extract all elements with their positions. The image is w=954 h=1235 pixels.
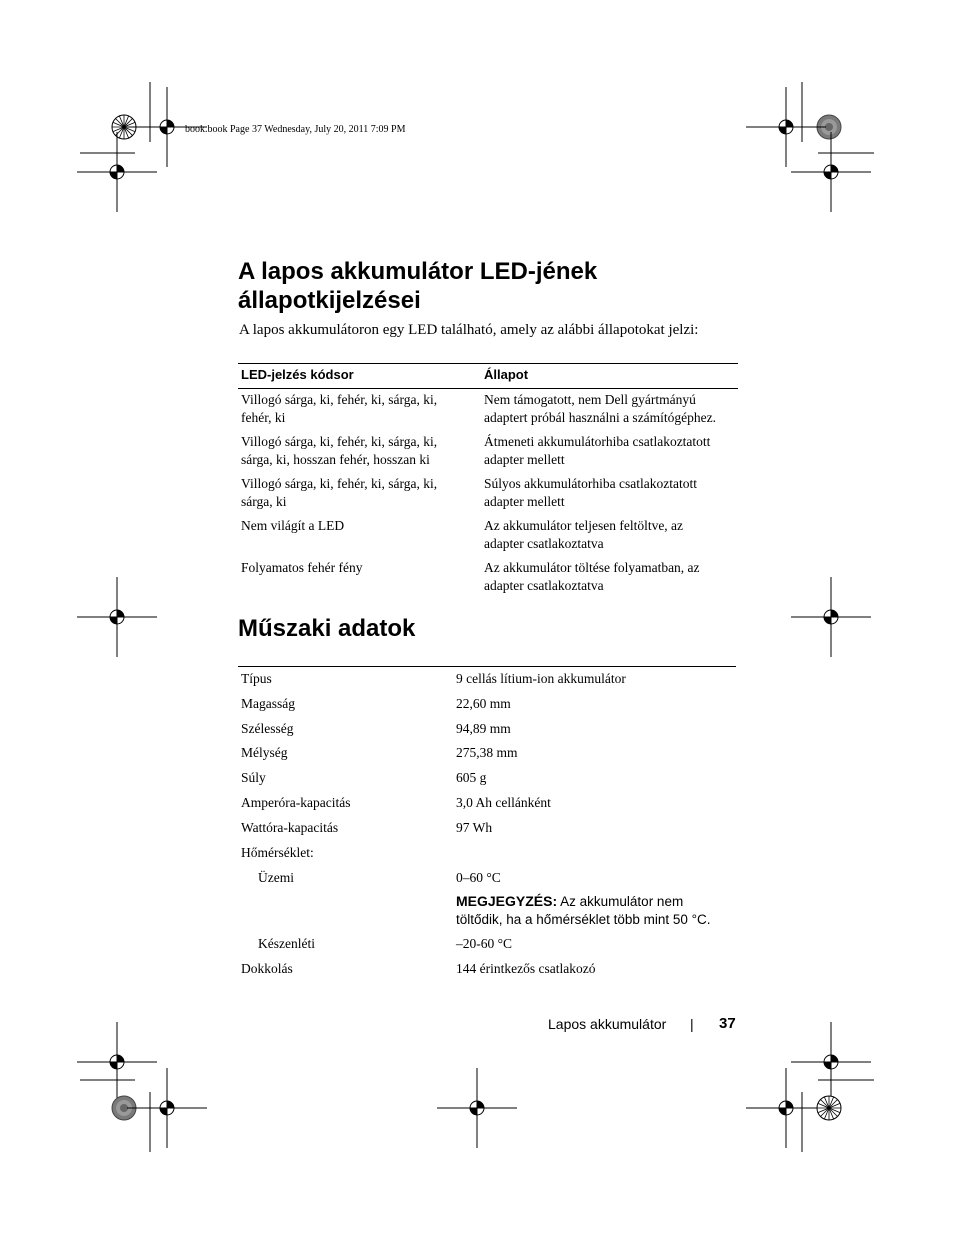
table-header-code: LED-jelzés kódsor (241, 367, 354, 382)
spec-label: Dokkolás (241, 961, 293, 976)
row-code: Villogó sárga, ki, fehér, ki, sárga, ki, fehér, ki (241, 392, 438, 425)
table-header-status: Állapot (484, 367, 529, 382)
note-text-line2: töltődik, ha a hőmérséklet több mint 50 °C. (456, 912, 711, 927)
spec-label: Magasság (241, 696, 295, 711)
row-code: Nem világít a LED (241, 518, 345, 533)
spec-label: Wattóra-kapacitás (241, 820, 339, 835)
spec-label: Típus (241, 671, 272, 686)
row-status: Nem támogatott, nem Dell gyártmányú adaptert próbál használni a számítógéphez. (484, 392, 717, 425)
row-code: Folyamatos fehér fény (241, 560, 363, 575)
spec-value: 94,89 mm (456, 721, 511, 736)
row-status: Átmeneti akkumulátorhiba csatlakoztatott adapter mellett (484, 434, 711, 467)
print-header: book.book Page 37 Wednesday, July 20, 2011 7:09 PM (185, 124, 406, 135)
intro-paragraph: A lapos akkumulátoron egy LED található, amely az alábbi állapotokat jelzi: (239, 322, 699, 338)
spec-label: Hőmérséklet: (241, 845, 314, 860)
spec-value: 275,38 mm (456, 745, 518, 760)
spec-value: 22,60 mm (456, 696, 511, 711)
note-label: MEGJEGYZÉS: (456, 893, 558, 909)
spec-value: 3,0 Ah cellánként (456, 795, 551, 810)
spec-value: 605 g (456, 770, 487, 785)
spec-value: 97 Wh (456, 820, 493, 835)
row-code: Villogó sárga, ki, fehér, ki, sárga, ki, sárga, ki, hosszan fehér, hosszan ki (241, 434, 438, 467)
spec-label: Súly (241, 770, 266, 785)
spec-value: 0–60 °C (456, 870, 501, 885)
row-status: Súlyos akkumulátorhiba csatlakoztatott adapter mellett (484, 476, 697, 509)
spec-value: 144 érintkezős csatlakozó (456, 961, 596, 976)
footer-separator: | (690, 1016, 694, 1032)
spec-label: Készenléti (258, 936, 315, 951)
row-status: Az akkumulátor teljesen feltöltve, az adapter csatlakoztatva (484, 518, 684, 551)
spec-label: Üzemi (258, 870, 294, 885)
spec-label: Mélység (241, 745, 288, 760)
section-title-specs: Műszaki adatok (238, 615, 416, 642)
spec-label: Szélesség (241, 721, 294, 736)
section-title-line1: A lapos akkumulátor LED-jének (238, 258, 598, 285)
page-number: 37 (719, 1015, 736, 1032)
footer-section-name: Lapos akkumulátor (548, 1016, 667, 1032)
spec-value: –20-60 °C (456, 936, 513, 951)
row-status: Az akkumulátor töltése folyamatban, az adapter csatlakoztatva (484, 560, 700, 593)
spec-value: 9 cellás lítium-ion akkumulátor (456, 671, 626, 686)
section-title-line2: állapotkijelzései (238, 287, 421, 314)
row-code: Villogó sárga, ki, fehér, ki, sárga, ki, sárga, ki (241, 476, 438, 509)
note-text-line1: Az akkumulátor nem (557, 894, 684, 909)
spec-label: Amperóra-kapacitás (241, 795, 351, 810)
